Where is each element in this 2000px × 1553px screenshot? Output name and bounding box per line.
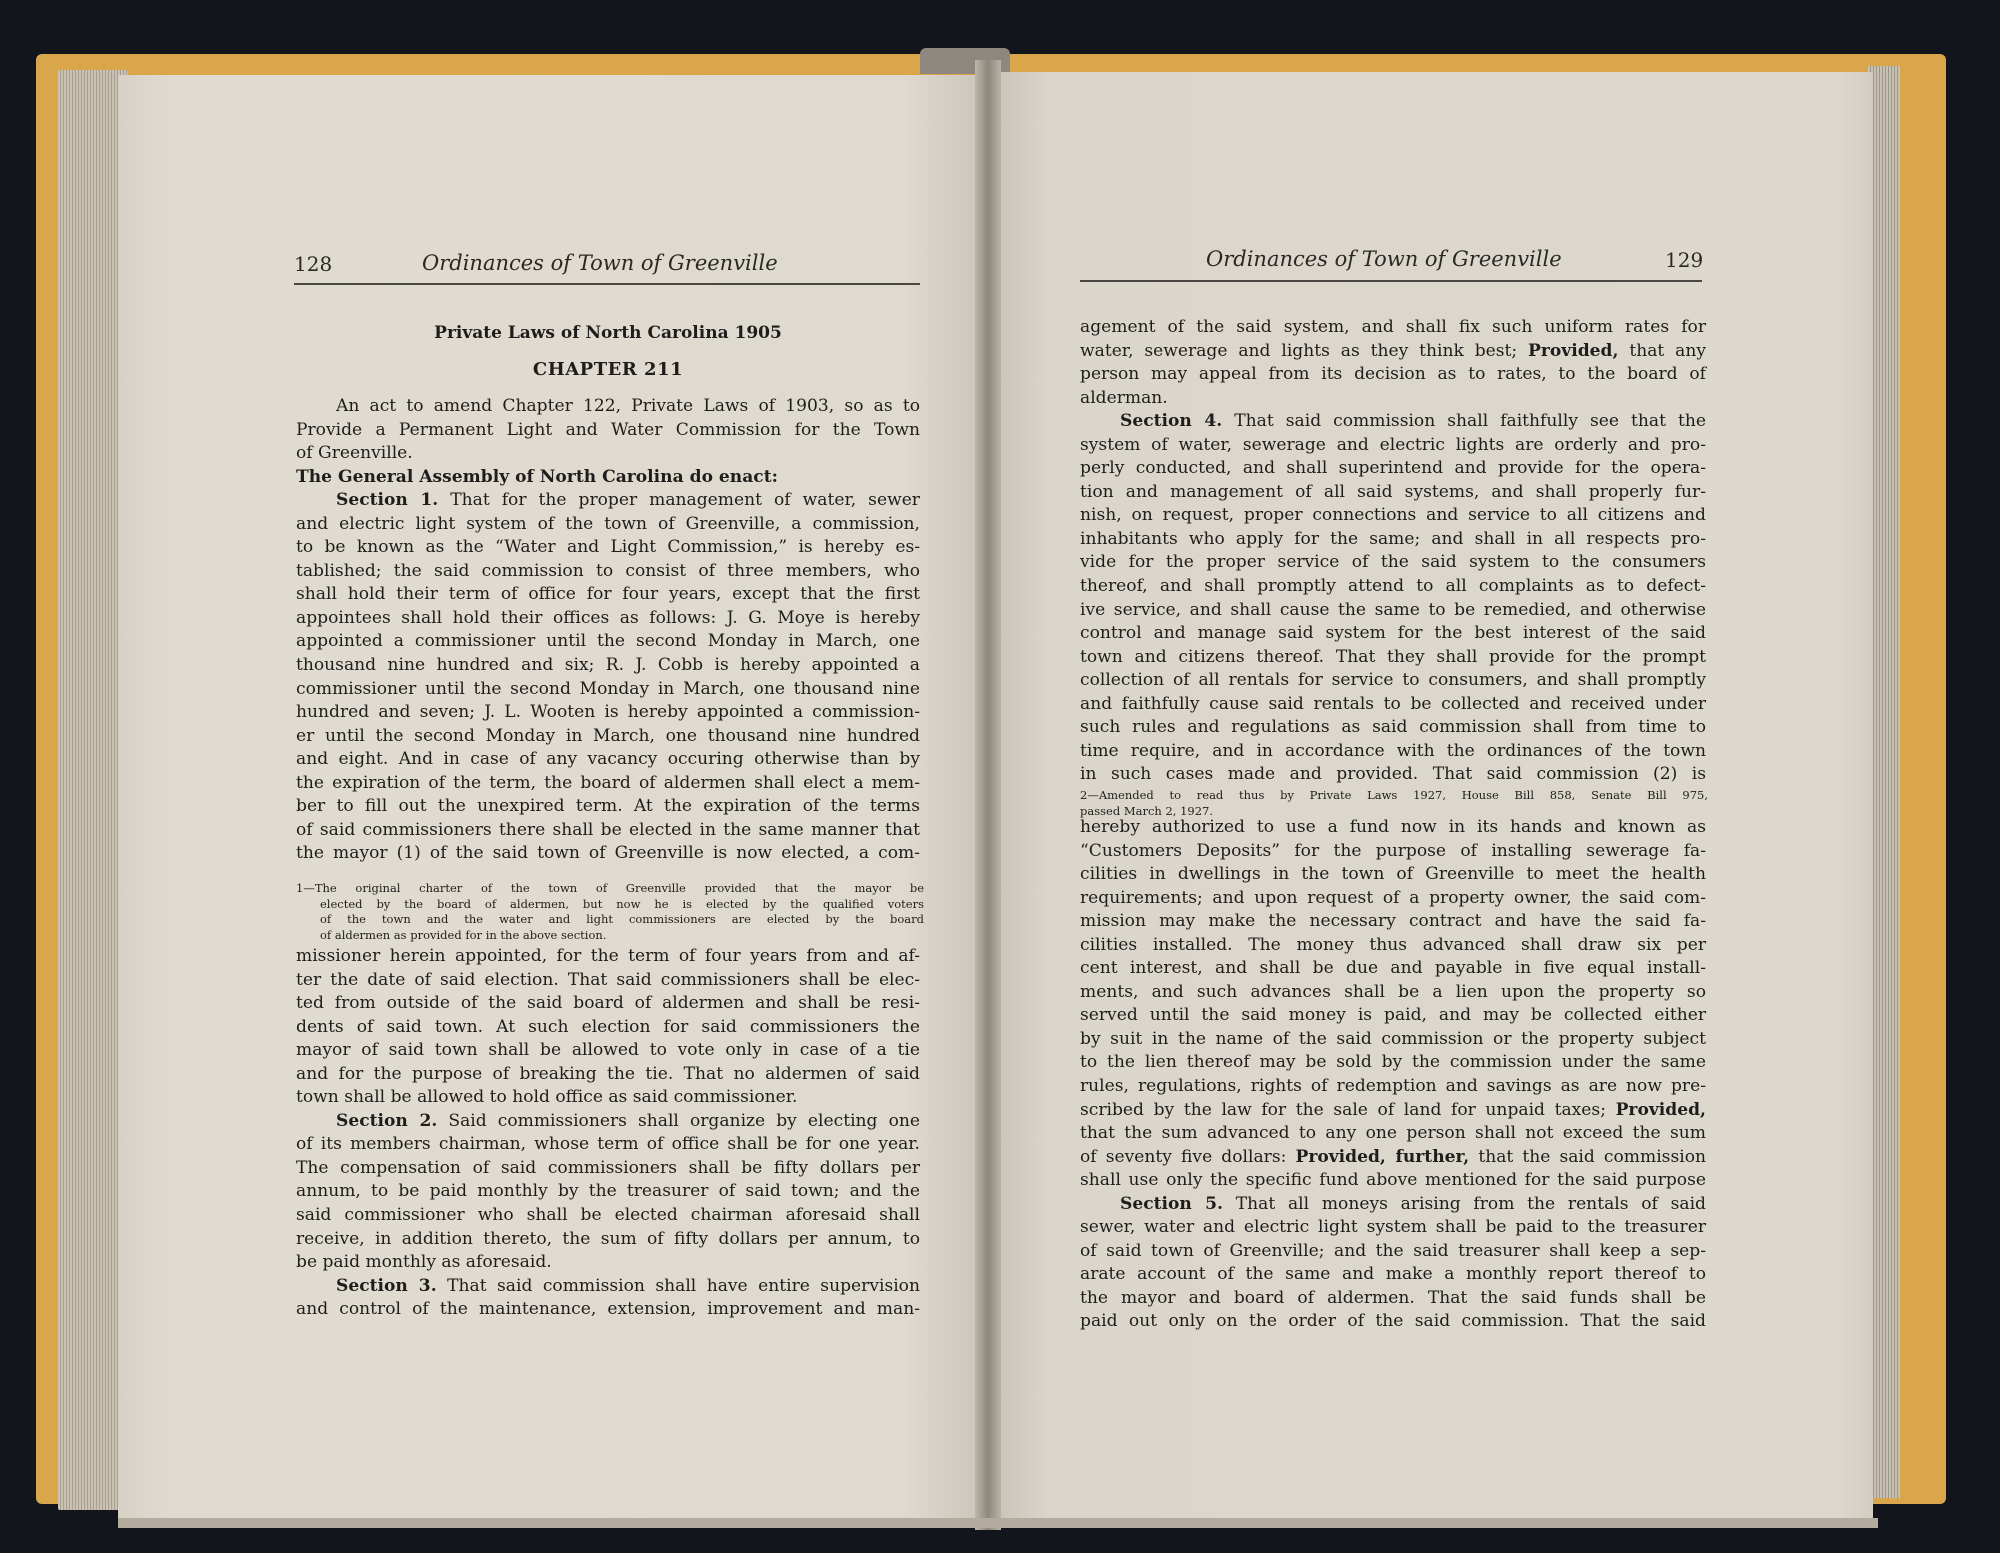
text-line: said commissioner who shall be elected chairman aforesaid shall (296, 1205, 920, 1226)
text-line: control and manage said system for the best interest of the said (1080, 623, 1706, 644)
text-line: and control of the maintenance, extension, improvement and man- (296, 1299, 920, 1320)
text-line: of said town of Greenville; and the said treasurer shall keep a sep- (1080, 1240, 1706, 1261)
text-line: alderman. (1080, 387, 1168, 408)
text-line: in such cases made and provided. That said commission (2) is (1080, 764, 1706, 785)
text-line: and electric light system of the town of Greenville, a commission, (296, 513, 920, 534)
page-bottom-edge (118, 1518, 1878, 1528)
text-line: An act to amend Chapter 122, Private Laws of 1903, so as to (336, 396, 920, 416)
text-line: thousand nine hundred and six; R. J. Cobb is hereby appointed a (296, 655, 920, 676)
footnote-line: elected by the board of aldermen, but now he is elected by the qualified voters (320, 896, 924, 911)
right-body-text-continued (1080, 816, 1706, 1334)
text-line: shall use only the specific fund above mentioned for the said purpose (1080, 1170, 1706, 1191)
footnote-line: passed March 2, 1927. (1080, 803, 1214, 818)
text-line: sewer, water and electric light system shall be paid to the treasurer (1080, 1217, 1706, 1238)
text-line: Provide a Permanent Light and Water Commission for the Town (296, 419, 920, 440)
text-line: commissioner until the second Monday in March, one thousand nine (296, 678, 920, 699)
text-line: receive, in addition thereto, the sum of fifty dollars per annum, to (296, 1228, 920, 1249)
text-line: cilities in dwellings in the town of Greenville to meet the health (1080, 864, 1706, 885)
left-running-title: Ordinances of Town of Greenville (422, 251, 778, 275)
text-line: The compensation of said commissioners shall be fifty dollars per (296, 1157, 920, 1178)
text-line: hereby authorized to use a fund now in its hands and known as (1080, 817, 1706, 837)
text-line: ments, and such advances shall be a lien upon the property so (1080, 981, 1706, 1002)
section-label: Section 3. (336, 1275, 437, 1296)
left-body-text-continued (296, 945, 920, 1322)
text-line: that the sum advanced to any one person shall not exceed the sum (1080, 1123, 1706, 1144)
text-line: be paid monthly as aforesaid. (296, 1252, 552, 1273)
chapter-heading: CHAPTER 211 (532, 358, 684, 380)
text-line: person may appeal from its decision as to rates, to the board of (1080, 364, 1706, 385)
text-line: of seventy five dollars: Provided, further, that the said commission (1080, 1146, 1706, 1167)
text-line: rules, regulations, rights of redemption and savings as are now pre- (1080, 1076, 1706, 1097)
text-line: and for the purpose of breaking the tie. That no aldermen of said (296, 1063, 920, 1084)
section-label: Section 2. (336, 1110, 438, 1131)
text-line: Section 2. Said commissioners shall organize by electing one (336, 1110, 920, 1131)
left-heading-block (296, 322, 920, 381)
text-line: appointed a commissioner until the second Monday in March, one (296, 631, 920, 652)
text-line: the mayor and board of aldermen. That the said funds shall be (1080, 1287, 1706, 1308)
text-line: appointees shall hold their offices as follows: J. G. Moye is hereby (296, 607, 920, 628)
text-line: Section 5. That all moneys arising from the rentals of said (1120, 1193, 1706, 1214)
text-line: mayor of said town shall be allowed to vote only in case of a tie (296, 1040, 920, 1061)
text-line: town shall be allowed to hold office as said commissioner. (296, 1087, 798, 1108)
text-line: scribed by the law for the sale of land for unpaid taxes; Provided, (1080, 1099, 1706, 1120)
text-line: dents of said town. At such election for said commissioners the (296, 1016, 920, 1037)
text-line: of Greenville. (296, 443, 413, 464)
text-line: served until the said money is paid, and may be collected either (1080, 1005, 1706, 1026)
text-line: town and citizens thereof. That they shall provide for the prompt (1080, 646, 1706, 667)
book-gutter (975, 60, 1001, 1530)
text-line: paid out only on the order of the said commission. That the said (1080, 1311, 1706, 1332)
proviso-label: Provided, (1528, 340, 1619, 361)
proviso-label: Provided, further, (1295, 1146, 1470, 1167)
text-line: agement of the said system, and shall fix such uniform rates for (1080, 317, 1706, 337)
text-line: ive service, and shall cause the same to be remedied, and otherwise (1080, 599, 1706, 620)
section-label: Section 4. (1120, 411, 1223, 432)
text-line: ter the date of said election. That said commissioners shall be elec- (296, 969, 920, 990)
text-line: by suit in the name of the said commission or the property subject (1080, 1028, 1706, 1049)
proviso-label: Provided, (1615, 1099, 1706, 1120)
text-line: tablished; the said commission to consist of three members, who (296, 560, 920, 581)
text-line: the expiration of the term, the board of aldermen shall elect a mem- (296, 772, 920, 793)
text-line: Section 3. That said commission shall have entire supervision (336, 1275, 920, 1296)
text-line: to be known as the “Water and Light Commission,” is hereby es- (296, 537, 920, 558)
text-line: shall hold their term of office for four years, except that the first (296, 584, 920, 605)
footnote-line: of aldermen as provided for in the above section. (320, 927, 607, 942)
text-line: tion and management of all said systems, and shall properly fur- (1080, 481, 1706, 502)
text-line: the mayor (1) of the said town of Greenville is now elected, a com- (296, 843, 920, 864)
text-line: “Customers Deposits” for the purpose of installing sewerage fa- (1080, 840, 1706, 861)
text-line: er until the second Monday in March, one thousand nine hundred (296, 725, 920, 746)
text-line: requirements; and upon request of a property owner, the said com- (1080, 887, 1706, 908)
text-line: and eight. And in case of any vacancy occuring otherwise than by (296, 749, 920, 770)
text-line: of its members chairman, whose term of office shall be for one year. (296, 1134, 920, 1155)
section-label: Section 1. (336, 490, 439, 511)
left-header-rule (294, 283, 920, 285)
text-line: ber to fill out the unexpired term. At the expiration of the terms (296, 796, 920, 817)
footnote-line: of the town and the water and light commissioners are elected by the board (320, 912, 924, 926)
text-line: water, sewerage and lights as they think best; Provided, that any (1080, 340, 1706, 361)
text-line: hundred and seven; J. L. Wooten is hereby appointed a commission- (296, 702, 920, 723)
text-line: arate account of the same and make a monthly report thereof to (1080, 1264, 1706, 1285)
footnote-line: 2—Amended to read thus by Private Laws 1927, House Bill 858, Senate Bill 975, (1080, 788, 1708, 802)
text-line: nish, on request, proper connections and service to all citizens and (1080, 505, 1706, 526)
right-body-text (1080, 316, 1706, 787)
left-page-number: 128 (294, 252, 333, 276)
right-page-number: 129 (1665, 248, 1704, 272)
text-line: annum, to be paid monthly by the treasurer of said town; and the (296, 1181, 920, 1202)
text-line: missioner herein appointed, for the term of four years from and af- (296, 946, 920, 966)
text-line: and faithfully cause said rentals to be collected and received under (1080, 693, 1706, 714)
right-header-rule (1080, 280, 1702, 282)
text-line: of said commissioners there shall be elected in the same manner that (296, 819, 920, 840)
footnote-line: 1—The original charter of the town of Greenville provided that the mayor be (296, 881, 924, 895)
text-line: ted from outside of the said board of aldermen and shall be resi- (296, 993, 920, 1014)
text-line: thereof, and shall promptly attend to all complaints as to defect- (1080, 576, 1706, 597)
text-line: Section 4. That said commission shall faithfully see that the (1120, 411, 1706, 432)
section-label: Section 5. (1120, 1193, 1223, 1214)
text-line: system of water, sewerage and electric lights are orderly and pro- (1080, 434, 1706, 455)
right-footnote (1080, 788, 1708, 819)
text-line: such rules and regulations as said commission shall from time to (1080, 717, 1706, 738)
text-line: perly conducted, and shall superintend and provide for the opera- (1080, 458, 1706, 479)
text-line: vide for the proper service of the said system to the consumers (1080, 552, 1706, 573)
left-footnote (296, 881, 924, 943)
law-heading: Private Laws of North Carolina 1905 (434, 323, 782, 343)
text-line: Section 1. That for the proper management of water, sewer (336, 490, 920, 511)
text-line: cilities installed. The money thus advanced shall draw six per (1080, 934, 1706, 955)
text-line: inhabitants who apply for the same; and shall in all respects pro- (1080, 528, 1706, 549)
right-running-title: Ordinances of Town of Greenville (1206, 247, 1562, 271)
text-line: time require, and in accordance with the ordinances of the town (1080, 740, 1706, 761)
text-line: The General Assembly of North Carolina do enact: (296, 466, 778, 487)
text-line: collection of all rentals for service to consumers, and shall promptly (1080, 670, 1706, 691)
left-body-text (296, 395, 920, 866)
text-line: to the lien thereof may be sold by the commission under the same (1080, 1052, 1706, 1073)
text-line: mission may make the necessary contract and have the said fa- (1080, 911, 1706, 932)
text-line: cent interest, and shall be due and payable in five equal install- (1080, 958, 1706, 979)
